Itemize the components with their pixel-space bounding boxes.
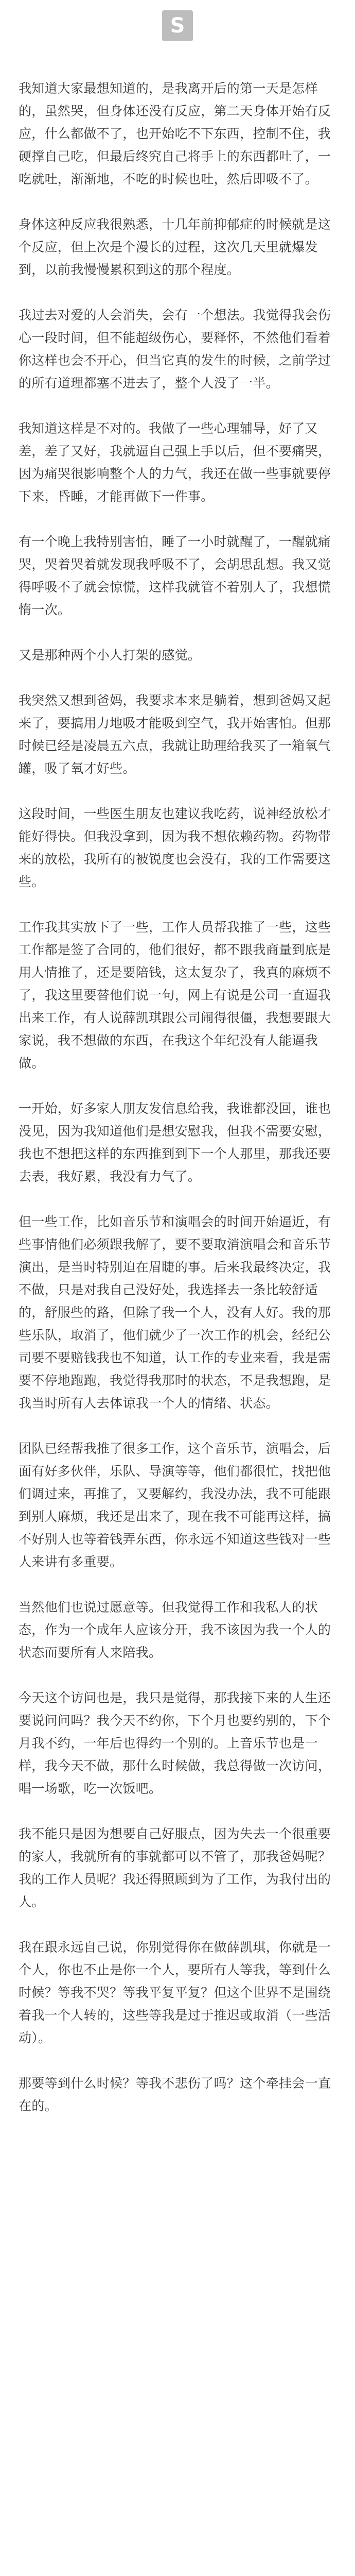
paragraph: 有一个晚上我特别害怕，睡了一小时就醒了，一醒就痛哭，哭着哭着就发现我呼吸不了，会胡思乱想。我又觉得呼吸不了就会惊慌，这样我就管不着别人了，我想慌惰一次。 bbox=[19, 534, 331, 617]
paragraph: 这段时间，一些医生朋友也建议我吃药，说神经放松才能好得快。但我没拿到，因为我不想依赖药物。药物带来的放松，我所有的被锐度也会没有，我的工作需要这些。 bbox=[19, 806, 331, 889]
paragraph: 我知道大家最想知道的，是我离开后的第一天是怎样的，虽然哭，但身体还没有反应，第二天身体开始有反应，什么都做不了，也开始吃不下东西，控制不住，我硬撑自己吃，但最后终究自己将手上的东西都吐了，一吃就吐，渐渐地，不吃的时候也吐，然后即吸不了。 bbox=[19, 81, 331, 187]
paragraph: 工作我其实放下了一些，工作人员帮我推了一些，这些工作都是签了合同的，他们很好，都不跟我商量到底是用人情推了，还是要陪钱，这太复杂了，我真的麻烦不了，我这里要替他们说一句，网上有说是公司一直逼我出来工作，有人说薛凯琪跟公司闹得很僵，我想要跟大家说，我不想做的东西，在我这个年纪没有人能逼我做。 bbox=[19, 920, 331, 1071]
logo-icon: S bbox=[170, 14, 185, 38]
paragraph: 我突然又想到爸妈，我要求本来是躺着，想到爸妈又起来了，要搞用力地吸才能吸到空气，我开始害怕。但那时候已经是凌晨五六点，我就让助理给我买了一箱氧气罐，吸了氧才好些。 bbox=[19, 693, 331, 776]
paragraph: 身体这种反应我很熟悉，十几年前抑郁症的时候就是这个反应，但上次是个漫长的过程，这次几天里就爆发到，以前我慢慢累积到这的那个程度。 bbox=[19, 217, 331, 277]
paragraph: 但一些工作，比如音乐节和演唱会的时间开始逼近，有些事情他们必须跟我解了，要不要取消演唱会和音乐节演出，是当时特别迫在眉睫的事。后来我最终决定，我不做，只是对我自己没好处，我选择去一条比较舒适的，舒服些的路，但除了我一个人，没有人好。我的那些乐队，取消了，他们就少了一次工作的机会，经纪公司要不要赔钱我也不知道，认工作的专业来看，我是需要不停地跑跑，我觉得我那时的状态，不是我想跑，是我当时所有人去体谅我一个人的情绪、状态。 bbox=[19, 1214, 331, 1411]
paragraph: 我知道这样是不对的。我做了一些心理辅导，好了又差，差了又好，我就逼自己强上手以后，但不要痛哭，因为痛哭很影响整个人的力气，我还在做一些事就要停下来，昏睡，才能再做下一件事。 bbox=[19, 421, 331, 504]
logo-badge bbox=[162, 10, 193, 41]
header bbox=[0, 0, 355, 46]
paragraph: 那要等到什么时候？等我不悲伤了吗？这个牵挂会一直在的。 bbox=[19, 2076, 331, 2113]
paragraph: 我过去对爱的人会消失，会有一个想法。我觉得我会伤心一段时间，但不能超级伤心，要释怀，不然他们看着你这样也会不开心，但当它真的发生的时候，之前学过的所有道理都塞不进去了，整个人没了一半。 bbox=[19, 308, 331, 391]
paragraph: 一开始，好多家人朋友发信息给我，我谁都没回，谁也没见，因为我知道他们是想安慰我，但我不需要安慰，我也不想把这样的东西推到到下一个人那里，那我还要去表，我好累，我没有力气了。 bbox=[19, 1101, 331, 1184]
paragraph: 当然他们也说过愿意等。但我觉得工作和我私人的状态，作为一个成年人应该分开，我不该因为我一个人的状态而要所有人来陪我。 bbox=[19, 1600, 331, 1660]
article-body bbox=[19, 77, 336, 2140]
paragraph: 团队已经帮我推了很多工作，这个音乐节，演唱会，后面有好多伙伴，乐队、导演等等，他们都很忙，找把他们调过来，再推了，又要解约，我没办法，我不可能跟到别人麻烦，我还是出来了，现在我不可能再这样，搞不好别人也等着钱弄东西，你永远不知道这些钱对一些人来讲有多重要。 bbox=[19, 1441, 331, 1569]
paragraph: 我在跟永远自己说，你别觉得你在做薛凯琪，你就是一个人，你也不止是你一个人，要所有人等我，等到什么时候？等我不哭？等我平复平复？但这个世界不是围绕着我一个人转的，这些等我是过于推迟或取消（一些活动）。 bbox=[19, 1940, 331, 2045]
paragraph: 今天这个访问也是，我只是觉得，那我接下来的人生还要说问问吗？我今天不约你，下个月也要约别的，下个月我不约，一年后也得约一个别的。上音乐节也是一样，我今天不做，那什么时候做，我总得做一次访问，唱一场歌，吃一次饭吧。 bbox=[19, 1690, 331, 1796]
paragraph: 我不能只是因为想要自己好服点，因为失去一个很重要的家人，我就所有的事就都可以不管了，那我爸妈呢？我的工作人员呢？我还得照顾到为了工作，为我付出的人。 bbox=[19, 1826, 331, 1909]
paragraph: 又是那种两个小人打架的感觉。 bbox=[19, 648, 201, 663]
